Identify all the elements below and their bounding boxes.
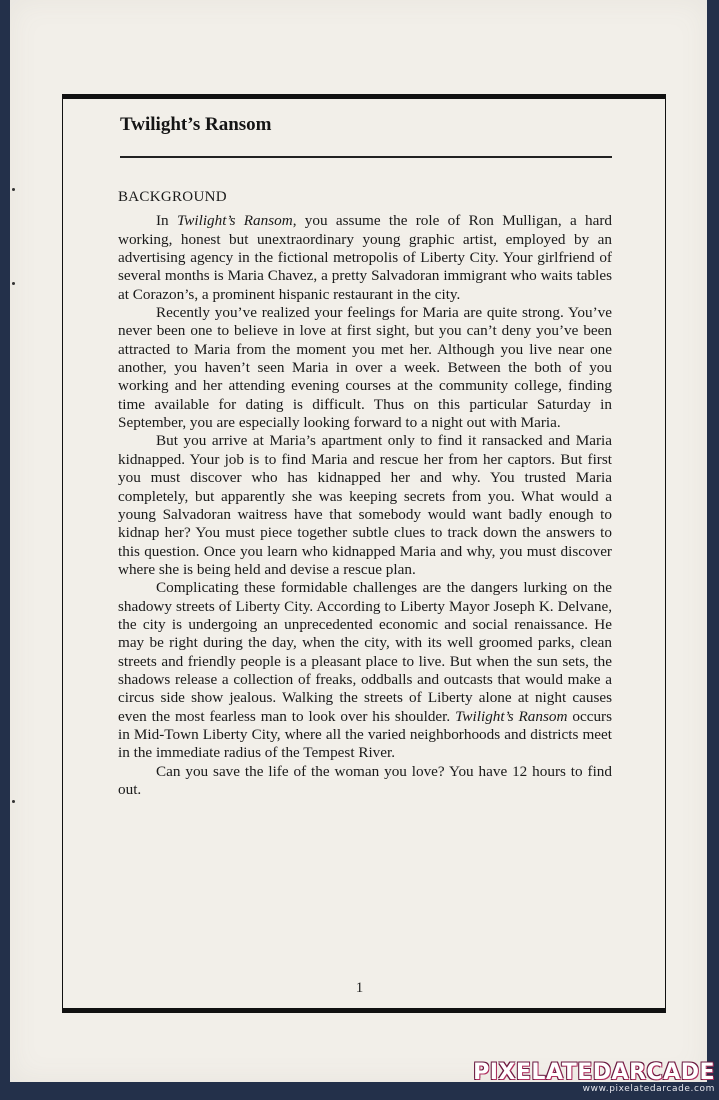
paragraph: Recently you’ve realized your feelings for Maria are quite strong. You’ve never been one to believe in love at first sight, but you can’t deny you’ve been attracted to Maria from the moment you met her. Although you live near one another, you haven’t seen Maria in over a week. Between the both of you working and her attending evening courses at the community college, finding time available for dating is difficult. Thus on this particular Saturday in September, you are especially looking forward to a night out with Maria. bbox=[118, 304, 612, 432]
body-text bbox=[118, 188, 612, 799]
binding-mark bbox=[12, 188, 15, 191]
game-title-italic: Twilight’s Ransom bbox=[455, 707, 568, 725]
title-divider bbox=[120, 156, 612, 158]
paragraph: In Twilight’s Ransom, you assume the role of Ron Mulligan, a hard working, honest but unextraordinary young graphic artist, employed by an advertising agency in the fictional metropolis of Liberty City. Your girlfriend of several months is Maria Chavez, a pretty Salvadoran immigrant who waits tables at Corazon’s, a prominent hispanic restaurant in the city. bbox=[118, 212, 612, 303]
frame-top-rule bbox=[62, 94, 666, 99]
paragraph: Complicating these formidable challenges are the dangers lurking on the shadowy streets of Liberty City. According to Liberty Mayor Joseph K. Delvane, the city is undergoing an unprecedented economic and social renaissance. He may be right during the day, when the city, with its well groomed parks, clean streets and friendly people is a pleasant place to live. But when the sun sets, the shadows release a collection of freaks, oddballs and outcasts that would make a circus side show jealous. Walking the streets of Liberty alone at night causes even the most fearless man to look over his shoulder. Twilight’s Ransom occurs in Mid-Town Liberty City, where all the varied neighborhoods and districts meet in the immediate radius of the Tempest River. bbox=[118, 579, 613, 762]
paragraph: But you arrive at Maria’s apartment only to find it ransacked and Maria kidnapped. Your job is to find Maria and rescue her from her captors. But first you must discover who has kidnapped her and why. You trusted Maria completely, but apparently she was keeping secrets from you. What would a young Salvadoran waitress have that somebody would want badly enough to kidnap her? You must piece together subtle clues to track down the answers to this question. Once you learn who kidnapped Maria and why, you must discover where she is being held and devise a rescue plan. bbox=[118, 432, 612, 578]
binding-mark bbox=[12, 282, 15, 285]
frame-bottom-rule bbox=[62, 1008, 666, 1013]
page-number: 1 bbox=[355, 980, 364, 996]
document-title: Twilight’s Ransom bbox=[120, 114, 272, 135]
game-title-italic: Twilight’s Ransom bbox=[176, 212, 293, 230]
watermark-logo: PIXELATEDARCADE bbox=[473, 1060, 715, 1085]
binding-mark bbox=[12, 800, 15, 803]
paragraph: Can you save the life of the woman you love? You have 12 hours to find out. bbox=[118, 762, 612, 798]
watermark bbox=[473, 1062, 715, 1094]
section-heading: BACKGROUND bbox=[118, 189, 227, 205]
watermark-url: www.pixelatedarcade.com bbox=[582, 1084, 715, 1094]
